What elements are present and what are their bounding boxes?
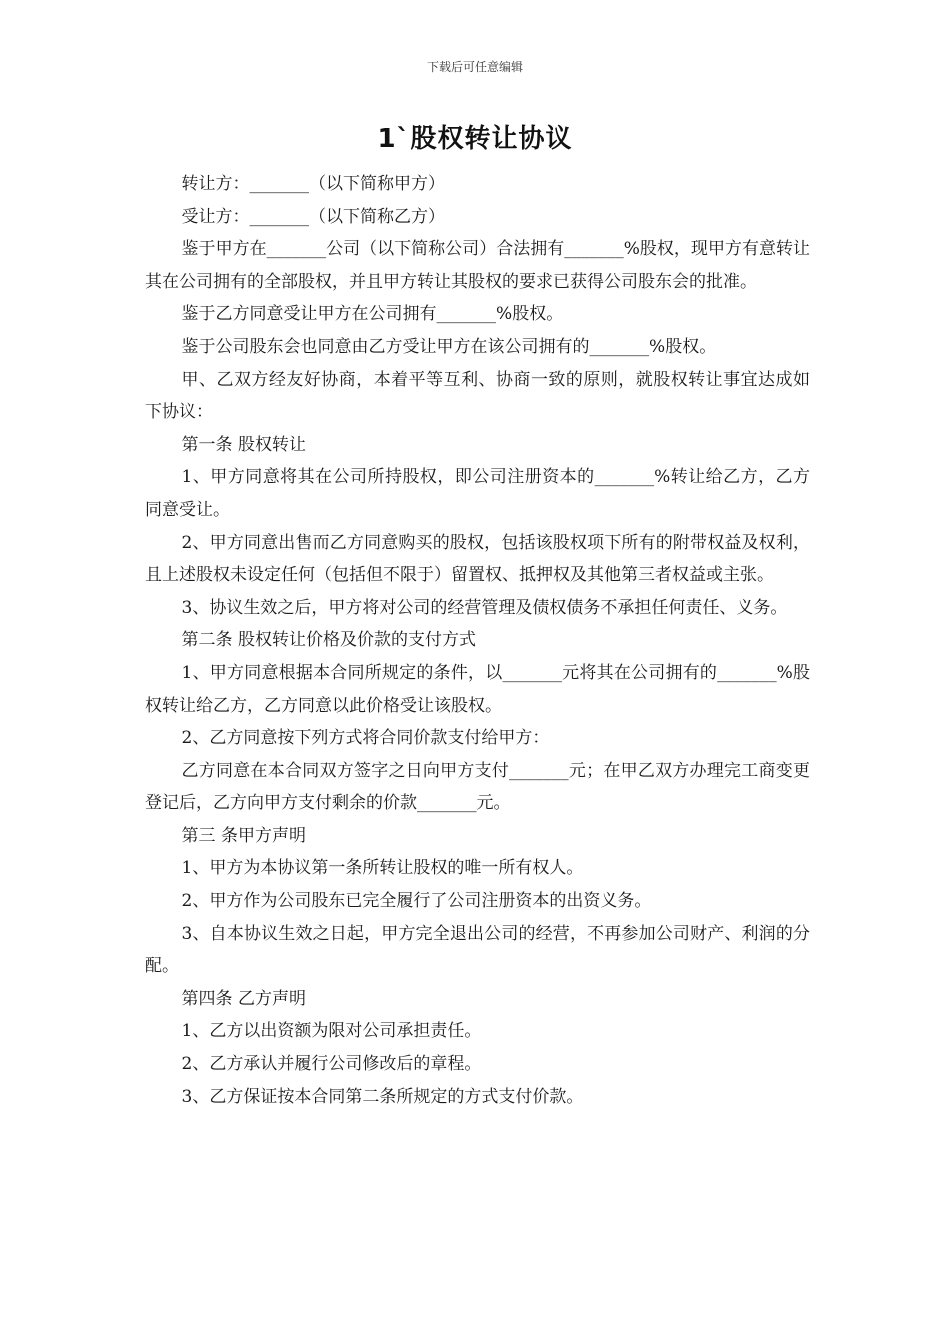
paragraph-preamble: 甲、乙双方经友好协商，本着平等互利、协商一致的原则，就股权转让事宜达成如下协议：	[145, 369, 810, 423]
clause-2-1: 1、甲方同意根据本合同所规定的条件，以_______元将其在公司拥有的_______%股权转让给乙方，乙方同意以此价格受让该股权。	[145, 662, 810, 716]
paragraph-recital-1: 鉴于甲方在_______公司（以下简称公司）合法拥有_______%股权，现甲方有意转让其在公司拥有的全部股权，并且甲方转让其股权的要求已获得公司股东会的批准。	[145, 239, 810, 292]
document-title: 1`股权转让协议	[377, 124, 573, 154]
paragraph-recital-2: 鉴于乙方同意受让甲方在公司拥有_______%股权。	[181, 304, 564, 325]
clause-3-2: 2、甲方作为公司股东已完全履行了公司注册资本的出资义务。	[181, 891, 652, 912]
clause-3-1: 1、甲方为本协议第一条所转让股权的唯一所有权人。	[181, 858, 584, 879]
clause-4-1: 1、乙方以出资额为限对公司承担责任。	[181, 1021, 482, 1042]
section-heading-4: 第四条 乙方声明	[181, 988, 306, 1009]
header-note: 下载后可任意编辑	[426, 60, 523, 74]
section-heading-2: 第二条 股权转让价格及价款的支付方式	[181, 630, 476, 651]
clause-2-2-detail: 乙方同意在本合同双方签字之日向甲方支付_______元；在甲乙双方办理完工商变更登记后，乙方向甲方支付剩余的价款_______元。	[145, 760, 810, 814]
paragraph-recital-3: 鉴于公司股东会也同意由乙方受让甲方在该公司拥有的_______%股权。	[181, 336, 717, 357]
paragraph-transferor: 转让方：_______（以下简称甲方）	[181, 174, 446, 194]
clause-1-3: 3、协议生效之后，甲方将对公司的经营管理及债权债务不承担任何责任、义务。	[181, 597, 788, 618]
clause-4-3: 3、乙方保证按本合同第二条所规定的方式支付价款。	[181, 1086, 584, 1107]
clause-4-2: 2、乙方承认并履行公司修改后的章程。	[181, 1054, 482, 1075]
section-heading-1: 第一条 股权转让	[181, 434, 306, 455]
clause-2-2: 2、乙方同意按下列方式将合同价款支付给甲方：	[181, 728, 550, 749]
paragraph-transferee: 受让方：_______（以下简称乙方）	[181, 206, 446, 227]
document-body	[145, 168, 810, 1113]
section-heading-3: 第三 条甲方声明	[181, 825, 306, 846]
clause-1-1: 1、甲方同意将其在公司所持股权，即公司注册资本的_______%转让给乙方，乙方同意受让。	[145, 467, 810, 520]
clause-1-2: 2、甲方同意出售而乙方同意购买的股权，包括该股权项下所有的附带权益及权利，且上述股权未设定任何（包括但不限于）留置权、抵押权及其他第三者权益或主张。	[145, 532, 810, 586]
clause-3-3: 3、自本协议生效之日起，甲方完全退出公司的经营，不再参加公司财产、利润的分配。	[145, 923, 810, 977]
